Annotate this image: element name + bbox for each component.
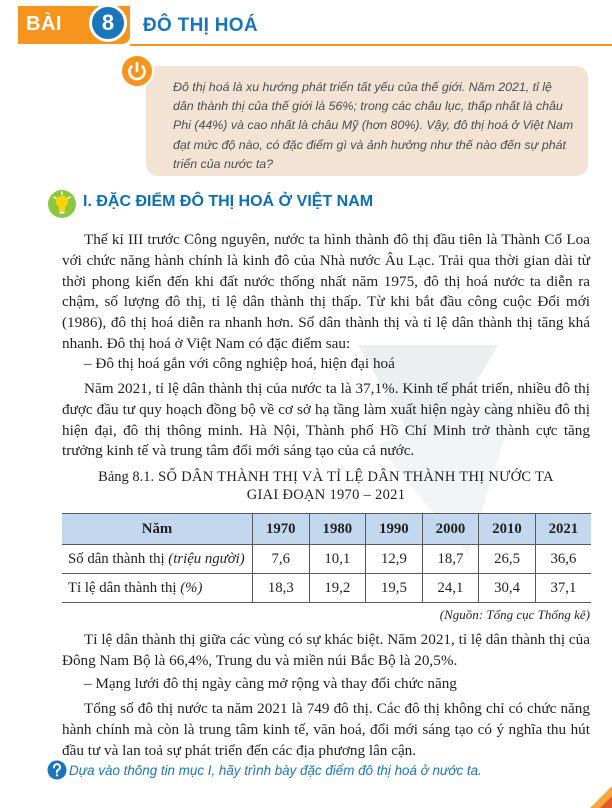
table-header-year: 1990 xyxy=(366,514,423,545)
table-caption xyxy=(62,468,590,504)
table-cell: 12,9 xyxy=(366,545,423,574)
urban-population-table xyxy=(62,513,591,603)
table-cell: 18,7 xyxy=(422,545,479,574)
table-cell: 7,6 xyxy=(253,545,310,574)
lesson-title: ĐÔ THỊ HOÁ xyxy=(143,15,258,36)
table-header-year: 1980 xyxy=(309,514,366,545)
table-cell: 19,5 xyxy=(366,574,423,603)
table-cell: 10,1 xyxy=(309,545,366,574)
table-header-row xyxy=(62,514,591,545)
intro-text: Đô thị hoá là xu hướng phát triển tất yếu của thế giới. Năm 2021, tỉ lệ dân thành thị của thế giới là 56%; trong các châu lục, thấp nhất là châu Phi (44%) và cao nhất là châu Mỹ (hơn 80%). Vậy, đô thị hoá ở Việt Nam đạt mức độ nào, có đặc điểm gì và ảnh hưởng như thế nào đến sự phát triển của nước ta? xyxy=(173,80,574,171)
paragraph-history: Thế kỉ III trước Công nguyên, nước ta hình thành đô thị đầu tiên là Thành Cổ Loa với chức năng hành chính là kinh đô của Nhà nước Âu Lạc. Trải qua thời gian dài từ thời phong kiến đến khi đất nước thống nhất năm 1975, đô thị hoá nước ta diễn ra chậm, số lượng đô thị, tỉ lệ dân thành thị thấp. Từ khi bắt đầu công cuộc Đổi mới (1986), đô thị hoá diễn ra nhanh hơn. Số dân thành thị và tỉ lệ dân thành thị tăng khá nhanh. Đô thị hoá ở Việt Nam có đặc điểm sau: xyxy=(62,231,590,352)
lesson-header xyxy=(0,0,612,58)
table-cell: 36,6 xyxy=(535,545,591,574)
question-text: Dựa vào thông tin mục I, hãy trình bày đặc điểm đô thị hoá ở nước ta. xyxy=(69,763,482,778)
row-label-text: Tỉ lệ dân thành thị xyxy=(68,579,177,596)
bullet-network: – Mạng lưới đô thị ngày càng mở rộng và thay đổi chức năng xyxy=(84,675,457,692)
lightbulb-icon xyxy=(47,189,77,219)
power-icon xyxy=(120,54,154,88)
section-title: I. ĐẶC ĐIỂM ĐÔ THỊ HOÁ Ở VIỆT NAM xyxy=(83,193,374,210)
header-divider xyxy=(130,44,612,46)
table-row xyxy=(62,574,591,603)
table-caption-label: Bảng 8.1. xyxy=(98,469,155,485)
paragraph-network: Tổng số đô thị nước ta năm 2021 là 749 đô thị. Các đô thị không chỉ có chức năng hành chính mà còn là trung tâm kinh tế, văn hoá, đổi mới sáng tạo có ý nghĩa thu hút đầu tư và lan toả sự phát triển đến các địa phương lân cận. xyxy=(62,700,590,759)
bullet-industrialization: – Đô thị hoá gắn với công nghiệp hoá, hiện đại hoá xyxy=(84,355,395,372)
row-label-urban-rate xyxy=(62,574,253,603)
corner-decoration xyxy=(560,780,612,808)
table-header-year: 2010 xyxy=(479,514,536,545)
table-caption-title-line2: GIAI ĐOẠN 1970 – 2021 xyxy=(246,487,406,503)
question-icon xyxy=(47,760,67,780)
paragraph-regional: Tỉ lệ dân thành thị giữa các vùng có sự khác biệt. Năm 2021, tỉ lệ dân thành thị của Đông Nam Bộ là 66,4%, Trung du và miền núi Bắc Bộ là 20,5%. xyxy=(62,631,590,669)
row-label-text: Số dân thành thị xyxy=(68,550,165,567)
table-cell: 18,3 xyxy=(253,574,310,603)
table-header-year: 1970 xyxy=(253,514,310,545)
table-cell: 24,1 xyxy=(422,574,479,603)
table-cell: 26,5 xyxy=(479,545,536,574)
table-source: (Nguồn: Tổng cục Thống kê) xyxy=(439,607,590,622)
paragraph-2021: Năm 2021, tỉ lệ dân thành thị của nước ta là 37,1%. Kinh tế phát triển, nhiều đô thị được đầu tư quy hoạch đồng bộ về cơ sở hạ tầng làm xuất hiện ngày càng nhiều đô thị hiện đại, đô thị thông minh. Hà Nội, Thành phố Hồ Chí Minh trở thành cực tăng trưởng kinh tế và trung tâm đổi mới sáng tạo của cả nước. xyxy=(62,380,590,460)
table-header-year: 2000 xyxy=(422,514,479,545)
table-header-label: Năm xyxy=(62,514,253,545)
table-caption-title-line1: SỐ DÂN THÀNH THỊ VÀ TỈ LỆ DÂN THÀNH THỊ NƯỚC TA xyxy=(158,469,554,485)
table-cell: 30,4 xyxy=(479,574,536,603)
lesson-label: BÀI xyxy=(26,13,62,35)
table-cell: 37,1 xyxy=(535,574,591,603)
row-label-unit: (triệu người) xyxy=(168,550,245,567)
table-cell: 19,2 xyxy=(309,574,366,603)
lesson-number: 8 xyxy=(101,10,115,35)
row-label-urban-population xyxy=(62,545,253,574)
table-row xyxy=(62,545,591,574)
row-label-unit: (%) xyxy=(180,579,203,596)
table-header-year: 2021 xyxy=(535,514,591,545)
